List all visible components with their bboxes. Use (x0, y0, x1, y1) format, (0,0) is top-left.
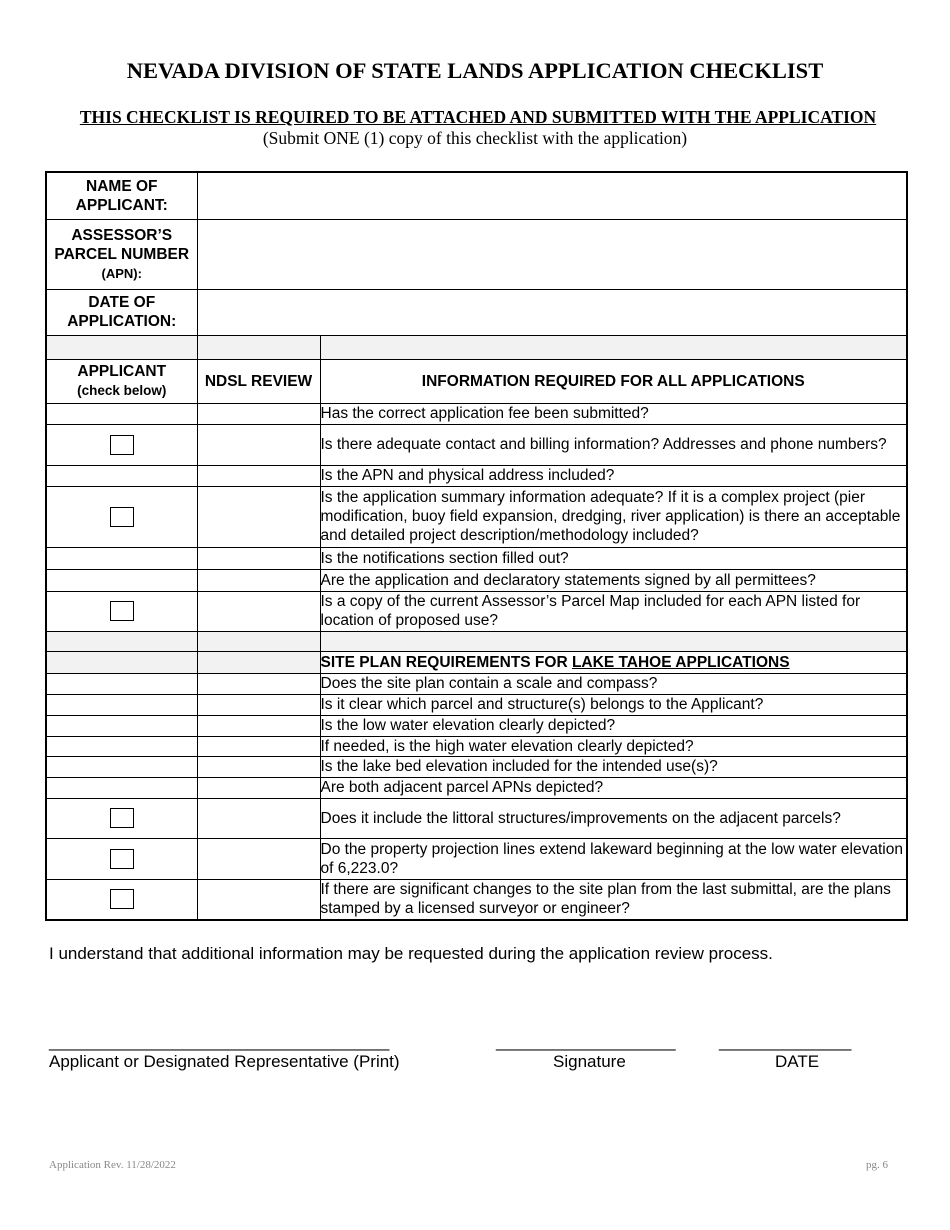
checklist-row (46, 486, 907, 547)
ndsl-review-cell[interactable] (197, 673, 320, 694)
ndsl-review-cell[interactable] (197, 715, 320, 736)
checklist-row (46, 465, 907, 486)
applicant-checkbox[interactable] (110, 507, 134, 527)
page-title: NEVADA DIVISION OF STATE LANDS APPLICATION CHECKLIST (126, 58, 824, 83)
checklist-row (46, 736, 907, 756)
ndsl-review-cell[interactable] (197, 569, 320, 591)
applicant-column-header: APPLICANT (check below) (46, 359, 197, 403)
ndsl-review-cell[interactable] (197, 798, 320, 838)
checklist-row (46, 838, 907, 879)
signature-label: Signature (553, 1052, 626, 1071)
question-text: Has the correct application fee been submitted? (320, 403, 907, 424)
question-text: Is a copy of the current Assessor’s Parcel Map included for each APN listed for location of proposed use? (320, 591, 907, 631)
apn-row (46, 219, 907, 289)
name-row (46, 172, 907, 219)
checklist-row (46, 756, 907, 777)
revision-footer: Application Rev. 11/28/2022 (49, 1159, 176, 1171)
ndsl-review-cell[interactable] (197, 591, 320, 631)
question-text: Does the site plan contain a scale and compass? (320, 673, 907, 694)
checklist-row (46, 424, 907, 465)
site-plan-heading: SITE PLAN REQUIREMENTS FOR LAKE TAHOE APPLICATIONS (320, 651, 907, 673)
date-label: DATE (775, 1052, 820, 1071)
question-text: Is there adequate contact and billing information? Addresses and phone numbers? (320, 424, 907, 465)
question-text: Is the low water elevation clearly depicted? (320, 715, 907, 736)
ndsl-review-cell[interactable] (197, 736, 320, 756)
question-text: Does it include the littoral structures/improvements on the adjacent parcels? (320, 798, 907, 838)
spacer-row (46, 335, 907, 359)
question-text: Is the lake bed elevation included for the intended use(s)? (320, 756, 907, 777)
checklist-row (46, 569, 907, 591)
checklist-row (46, 879, 907, 920)
signature-line[interactable]: ___________________ (496, 1032, 676, 1051)
checklist-row (46, 798, 907, 838)
checklist-row (46, 403, 907, 424)
date-label: DATE OF APPLICATION: (46, 289, 197, 335)
applicant-checkbox[interactable] (110, 849, 134, 869)
applicant-checkbox[interactable] (110, 435, 134, 455)
question-text: Is the APN and physical address included? (320, 465, 907, 486)
checklist-row (46, 591, 907, 631)
checklist-row (46, 694, 907, 715)
ndsl-review-cell[interactable] (197, 777, 320, 798)
column-header-row (46, 359, 907, 403)
spacer-row (46, 631, 907, 651)
print-name-line[interactable]: ____________________________________ (49, 1032, 390, 1051)
question-text: Is it clear which parcel and structure(s) belongs to the Applicant? (320, 694, 907, 715)
checklist-row (46, 715, 907, 736)
name-input[interactable] (197, 172, 907, 219)
ndsl-review-cell[interactable] (197, 756, 320, 777)
ndsl-review-cell[interactable] (197, 547, 320, 569)
checklist-row (46, 777, 907, 798)
ndsl-review-cell[interactable] (197, 694, 320, 715)
applicant-checkbox[interactable] (110, 889, 134, 909)
page-number: pg. 6 (866, 1159, 888, 1171)
date-input[interactable] (197, 289, 907, 335)
page-subtitle: THIS CHECKLIST IS REQUIRED TO BE ATTACHED AND SUBMITTED WITH THE APPLICATION (79, 107, 877, 127)
question-text: Are the application and declaratory statements signed by all permittees? (320, 569, 907, 591)
apn-input[interactable] (197, 219, 907, 289)
question-text: Are both adjacent parcel APNs depicted? (320, 777, 907, 798)
ndsl-review-cell[interactable] (197, 403, 320, 424)
date-row (46, 289, 907, 335)
ndsl-review-cell[interactable] (197, 838, 320, 879)
date-line[interactable]: ______________ (719, 1032, 852, 1051)
info-column-header: INFORMATION REQUIRED FOR ALL APPLICATIONS (320, 359, 907, 403)
name-label: NAME OF APPLICANT: (46, 172, 197, 219)
ndsl-review-cell[interactable] (197, 879, 320, 920)
submit-note: (Submit ONE (1) copy of this checklist with the application) (262, 128, 688, 148)
question-text: Is the notifications section filled out? (320, 547, 907, 569)
question-text: If there are significant changes to the site plan from the last submittal, are the plans stamped by a licensed surveyor or engineer? (320, 879, 907, 920)
site-plan-header-row (46, 651, 907, 673)
checklist-row (46, 547, 907, 569)
applicant-checkbox[interactable] (110, 808, 134, 828)
apn-label: ASSESSOR’S PARCEL NUMBER (APN): (46, 219, 197, 289)
applicant-checkbox[interactable] (110, 601, 134, 621)
acknowledgement-statement: I understand that additional information may be requested during the application review process. (49, 944, 773, 963)
ndsl-review-cell[interactable] (197, 424, 320, 465)
question-text: Do the property projection lines extend lakeward beginning at the low water elevation of 6,223.0? (320, 838, 907, 879)
checklist-table (45, 171, 908, 921)
question-text: If needed, is the high water elevation clearly depicted? (320, 736, 907, 756)
print-name-label: Applicant or Designated Representative (Print) (49, 1052, 400, 1071)
ndsl-column-header: NDSL REVIEW (197, 359, 320, 403)
question-text: Is the application summary information adequate? If it is a complex project (pier modification, buoy field expansion, dredging, river application) is there an acceptable and detailed project description/methodology included? (320, 486, 907, 547)
ndsl-review-cell[interactable] (197, 465, 320, 486)
ndsl-review-cell[interactable] (197, 486, 320, 547)
checklist-row (46, 673, 907, 694)
